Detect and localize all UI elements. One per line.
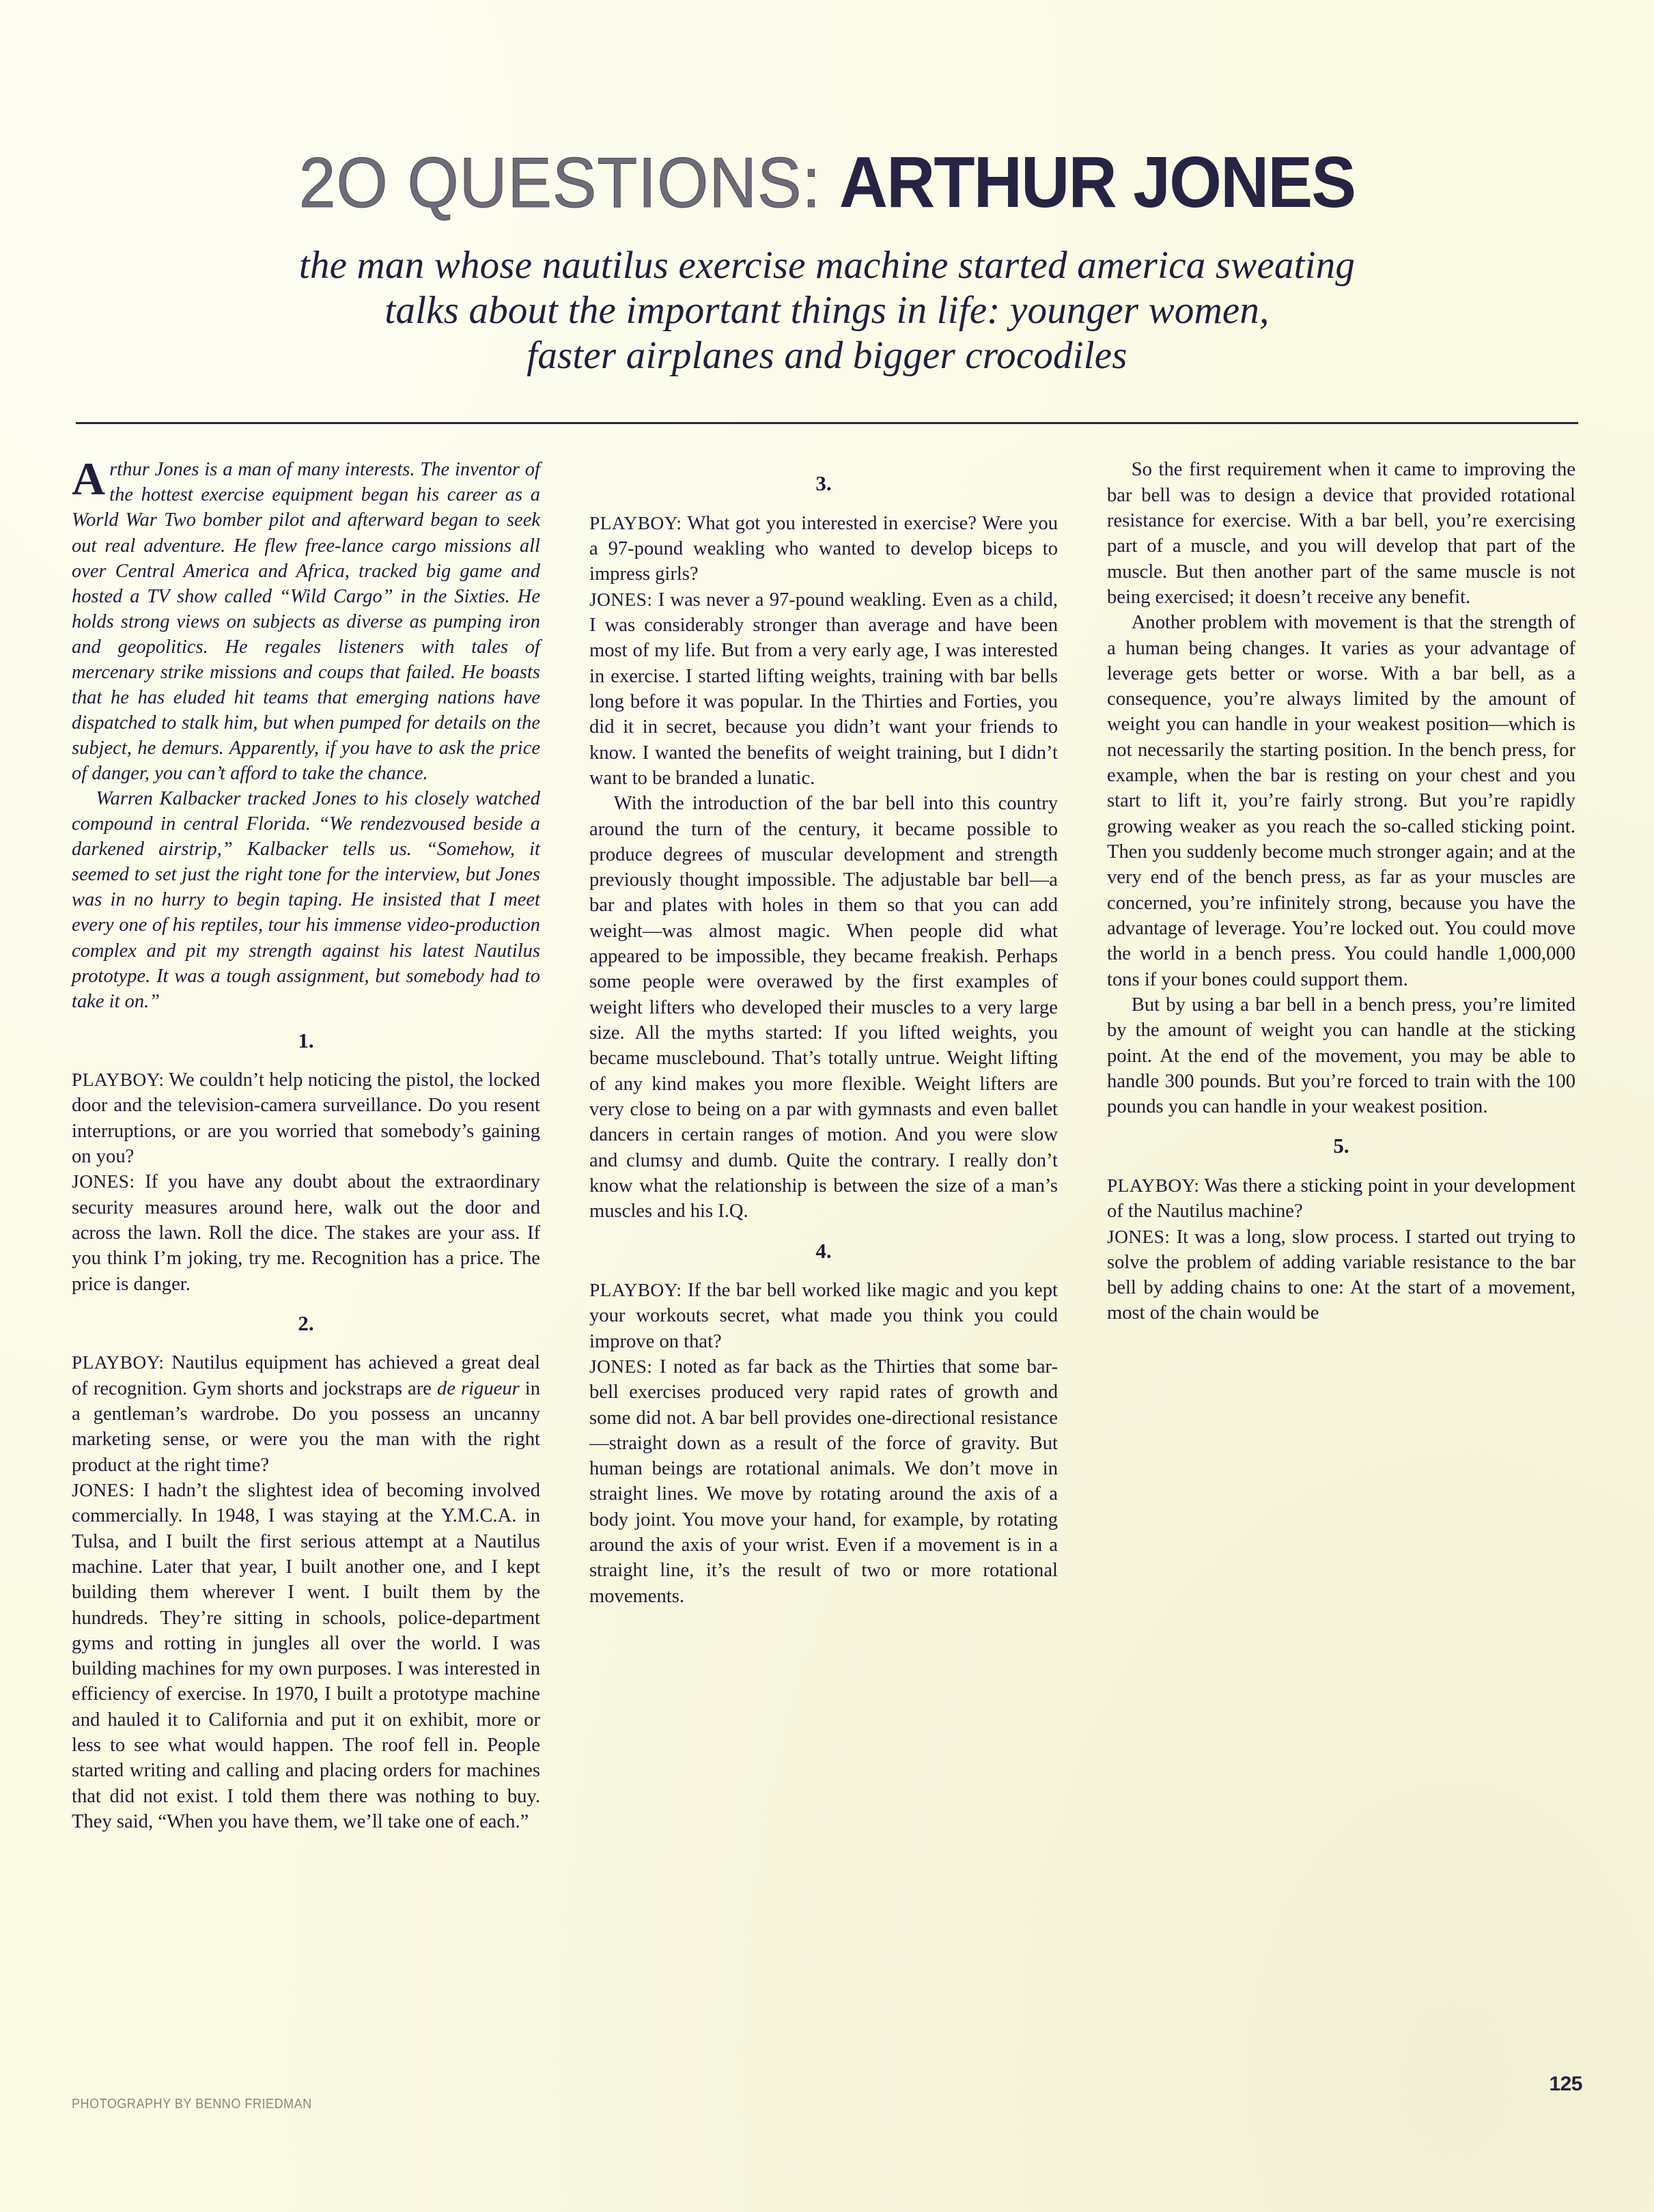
speaker-playboy: PLAYBOY: [72,1069,165,1091]
speaker-playboy: PLAYBOY: [72,1352,165,1373]
deck-line-3: faster airplanes and bigger crocodiles [527,334,1127,378]
q5-question [1107,1173,1575,1224]
page-title [124,142,1529,223]
q4-answer-lead [589,1354,1058,1609]
photography-credit: PHOTOGRAPHY BY BENNO FRIEDMAN [72,2097,312,2112]
q3-question [589,511,1058,587]
q2-question-italic: de rigueur [436,1377,520,1399]
speaker-playboy: PLAYBOY: [589,1279,682,1300]
headline-prefix: 2O QUESTIONS: [298,143,822,223]
question-number-3: 3. [815,471,832,496]
q2-question-post: in a gentleman’s wardrobe. Do you possess an uncanny marketing sense, or were you the man with the right product at the right time? [72,1377,541,1476]
q5-question-text: Was there a sticking point in your development of the Nautilus machine? [1107,1175,1575,1222]
q5-answer-text: It was a long, slow process. I started out trying to solve the problem of adding variable resistance to the bar bell by adding chains to one: At the start of a movement, most of the chain would be [1107,1226,1575,1324]
q1-answer [72,1169,540,1297]
q2-question-pre: Nautilus equipment has achieved a great deal of recognition. Gym shorts and jockstraps are [72,1352,540,1399]
speaker-jones: JONES: [72,1171,135,1192]
deck-line-2: talks about the important things in life: younger women, [384,289,1270,333]
q3-question-text: What got you interested in exercise? Were you a 97-pound weakling who wanted to develop biceps to impress girls? [589,512,1058,585]
intro-paragraph-1 [72,453,540,786]
question-number-2: 2. [298,1311,314,1335]
q4-question-text: If the bar bell worked like magic and you kept your workouts secret, what made you think you could improve on that? [589,1279,1058,1352]
q3-answer-paragraph-2: With the introduction of the bar bell into this country around the turn of the century, it became possible to produce degrees of muscular development and strength previously thought impossible. The adjustable bar bell—a bar and plates with holes in them so that you can add weight—was almost magic. When people did what appeared to be impossible, they became freakish. Perhaps some people were overawed by the first examples of weight lifters who developed their muscles to a very large size. All the myths started: If you lifted weights, you became musclebound. That’s totally untrue. Weight lifting of any kind makes you more flexible. Weight lifters are very close to being on a par with gymnasts and even ballet dancers in certain ranges of motion. And you were slow and clumsy and dumb. Quite the contrary. I really don’t know what the relationship is between the size of a man’s muscles and his I.Q. [589,793,1058,1222]
q4-answer-paragraph-3: Another problem with movement is that the strength of a human being changes. It varies as your advantage of leverage gets better or worse. With a bar bell, as a consequence, you’re always limited by the amount of weight you can handle in your weakest position—which is not necessarily the starting position. In the bench press, for example, when the bar is resting on your chest and you start to lift it, you’re fairly strong. But you’re rapidly growing weaker as you reach the so-called sticking point. Then you suddenly become much stronger again; and at the very end of the bench press, as far as your muscles are concerned, you’re infinitely strong, because you have the advantage of leverage. You’re locked out. You could move the world in a bench press. You could handle 1,000,000 tons if your bones could support them. [1107,612,1575,990]
drop-cap: A [72,453,106,505]
intro-paragraph-2: Warren Kalbacker tracked Jones to his closely watched compound in central Florida. “We rendezvoused beside a darkened airstrip,” Kalbacker tells us. “Somehow, it seemed to set just the right tone for the interview, but Jones was in no hurry to begin taping. He insisted that I meet every one of his reptiles, tour his immense video-production complex and pit my strength against his latest Nautilus prototype. It was a tough assignment, but somebody had to take it on.” [72,788,540,1012]
masthead [72,0,1582,378]
q2-question [72,1350,540,1478]
q2-answer-text: I hadn’t the slightest idea of becoming involved commercially. In 1948, I was staying at the Y.M.C.A. in Tulsa, and I built the first serious attempt at a Nautilus machine. Later that year, I built another one, and I kept building them wherever I went. I built them by the hundreds. They’re sitting in schools, police-department gyms and rotting in jungles all over the world. I was building machines for my own purposes. I was interested in efficiency of exercise. In 1970, I built a prototype machine and hauled it to California and put it on exhibit, more or less to see what would happen. The roof fell in. People started writing and calling and placing orders for machines that did not exist. I told them there was nothing to buy. They said, “When you have them, we’ll take one of each.” [72,1479,540,1833]
q4-answer-paragraph-2: So the first requirement when it came to improving the bar bell was to design a device that provided rotational resistance for exercise. With a bar bell, you’re exercising part of a muscle, and you will develop that part of the muscle. But then another part of the same muscle is not being exercised; it doesn’t receive any benefit. [1107,459,1575,608]
header-divider-rule [76,422,1578,424]
q3-answer-text: I was never a 97-pound weakling. Even as a child, I was considerably stronger than average and have been most of my life. But from a very early age, I was interested in exercise. I started lifting weights, training with bar bells long before it was popular. In the Thirties and Forties, you did it in secret, because you didn’t want your friends to know. I wanted the benefits of weight training, but I didn’t want to be branded a lunatic. [589,589,1058,789]
intro-paragraph-1-text: rthur Jones is a man of many interests. The inventor of the hottest exercise equipment began his career as a World War Two bomber pilot and afterward began to seek out real adventure. He flew free-lance cargo missions all over Central America and Africa, tracked big game and hosted a TV show called “Wild Cargo” in the Sixties. He holds strong views on subjects as diverse as pumping iron and geopolitics. He regales listeners with tales of mercenary strike missions and coups that failed. He boasts that he has eluded hit teams that emerging nations have dispatched to stalk him, but when pumped for details on the subject, he demurs. Apparently, if you have to ask the price of danger, you can’t afford to take the chance. [72,459,540,785]
speaker-playboy: PLAYBOY: [1107,1175,1200,1196]
page-number: 125 [1549,2073,1582,2095]
column-2 [589,457,1058,1609]
q3-answer [589,587,1058,792]
column-3 [1107,457,1575,1326]
deck-line-1: the man whose nautilus exercise machine started america sweating [298,244,1356,287]
q1-answer-text: If you have any doubt about the extraordinary security measures around here, walk out the door and across the lawn. Roll the dice. The stakes are your ass. If you think I’m joking, try me. Recognition has a price. The price is danger. [72,1171,540,1295]
headline-subject-name: ARTHUR JONES [839,142,1356,223]
deck-subtitle [226,243,1428,378]
speaker-jones: JONES: [72,1479,135,1500]
q4-question [589,1278,1058,1354]
q5-answer [1107,1224,1575,1326]
article-columns [72,453,1582,2137]
page-content [72,0,1582,2212]
question-number-4: 4. [815,1238,832,1263]
q4-answer-paragraph-4: But by using a bar bell in a bench press, you’re limited by the amount of weight you can handle at the sticking point. At the end of the movement, you may be able to handle 300 pounds. But you’re forced to train with the 100 pounds you can handle in your weakest position. [1107,994,1575,1118]
q1-question-text: We couldn’t help noticing the pistol, the locked door and the television-camera surveillance. Do you resent interruptions, or are you worried that somebody’s gaining on you? [72,1069,540,1168]
speaker-jones: JONES: [589,589,653,610]
question-number-1: 1. [298,1028,314,1052]
speaker-jones: JONES: [589,1356,653,1377]
column-1 [72,453,541,1834]
question-number-5: 5. [1333,1134,1349,1158]
q1-question [72,1067,540,1169]
speaker-playboy: PLAYBOY: [589,512,682,533]
speaker-jones: JONES: [1107,1226,1171,1247]
q4-answer-lead-text: I noted as far back as the Thirties that some bar-bell exercises produced very rapid rates of growth and some did not. A bar bell provides one-directional resistance—straight down as a result of the force of gravity. But human beings are rotational animals. We don’t move in straight lines. We move by rotating around the axis of a body joint. You move your hand, for example, by rotating around the axis of your wrist. Even if a movement is in a straight line, it’s the result of two or more rotational movements. [589,1356,1058,1607]
q2-answer [72,1478,540,1834]
